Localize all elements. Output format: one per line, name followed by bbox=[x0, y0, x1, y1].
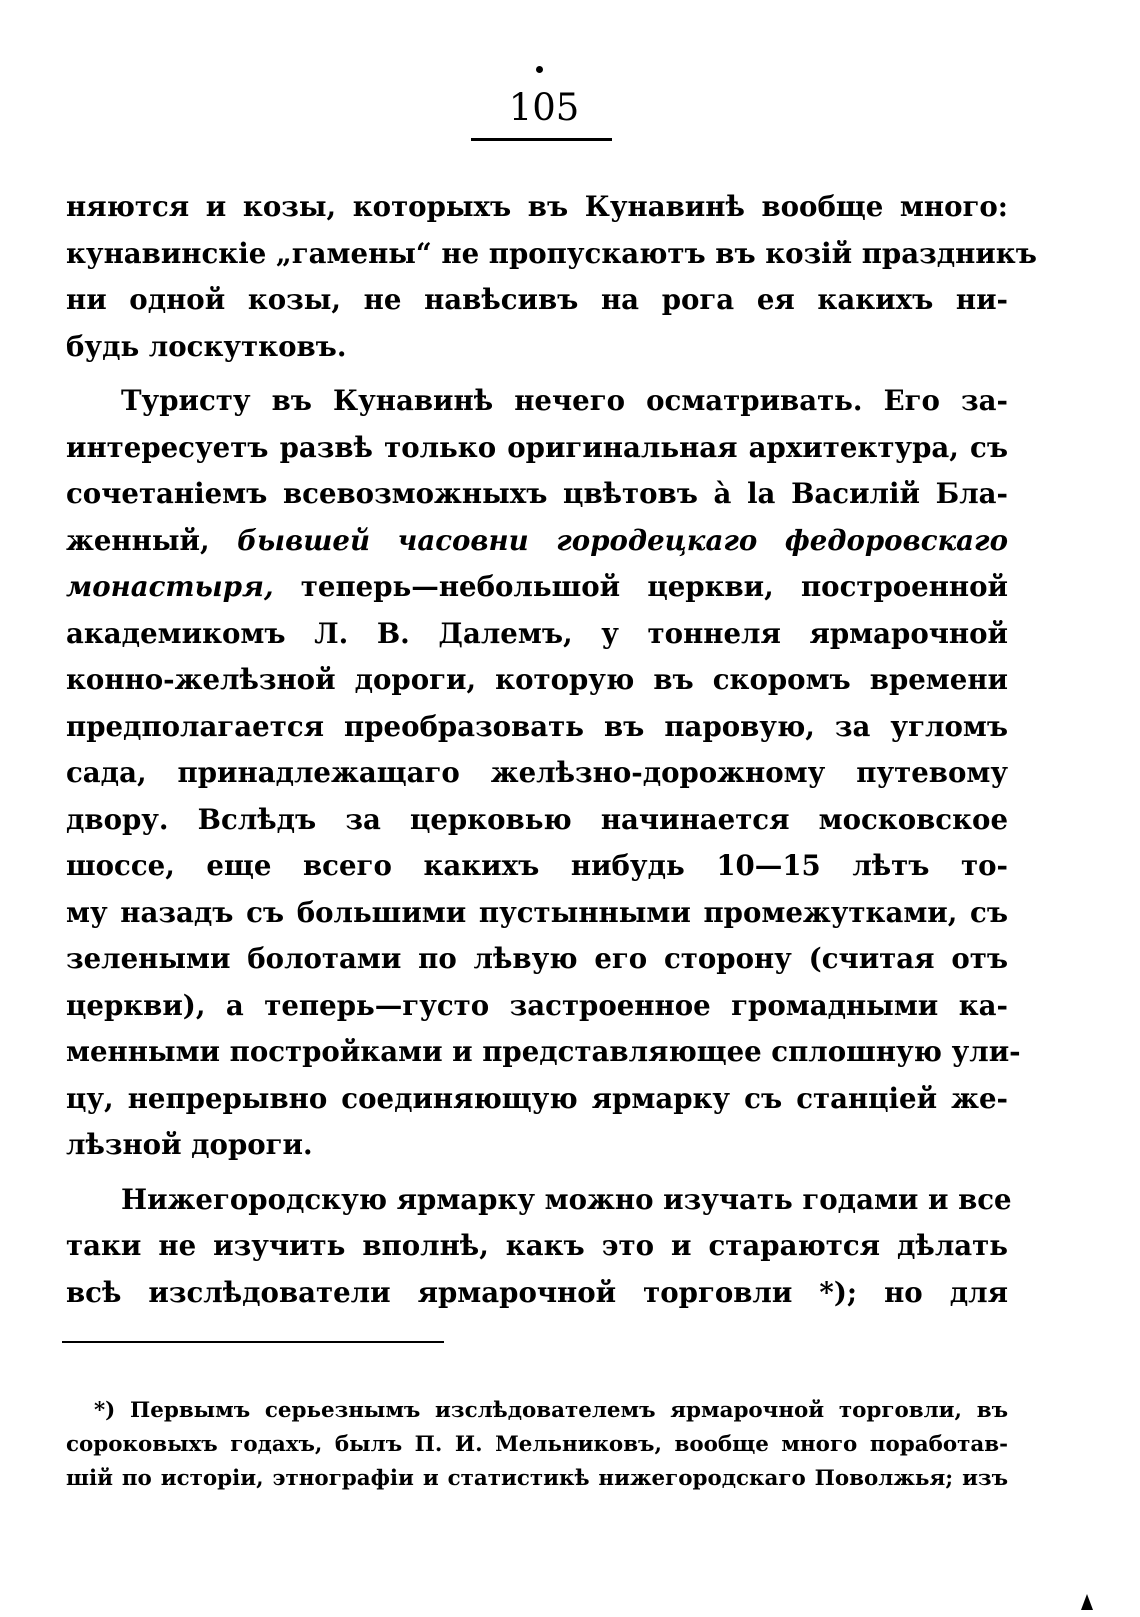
footnote-line: *) Первымъ серьезнымъ изслѣдователемъ ярмарочной торговли, въ bbox=[94, 1398, 1008, 1423]
text-line: церкви), а теперь—густо застроенное громадными ка- bbox=[66, 988, 1008, 1022]
ink-dot bbox=[536, 66, 543, 73]
text-line: конно-желѣзной дороги, которую въ скоромъ времени bbox=[66, 663, 1008, 696]
footnote-line: сороковыхъ годахъ, былъ П. И. Мельниковъ, вообще много поработав- bbox=[66, 1432, 1008, 1457]
footnote bbox=[66, 1394, 1008, 1496]
body-text bbox=[66, 184, 1037, 1316]
text-line: предполагается преобразовать въ паровую, за угломъ bbox=[66, 709, 1008, 743]
text-line: му назадъ съ большими пустынными промежутками, съ bbox=[66, 895, 1008, 929]
page-number: 105 bbox=[508, 86, 580, 129]
text-line: ни одной козы, не навѣсивъ на рога ея какихъ ни- bbox=[66, 283, 1008, 316]
text-line: цу, непрерывно соединяющую ярмарку съ станціей же- bbox=[66, 1081, 1008, 1115]
text-line: няются и козы, которыхъ въ Кунавинѣ вообще много: bbox=[66, 190, 1008, 223]
footnote-rule bbox=[62, 1341, 444, 1343]
italic-segment: монастыря, bbox=[66, 570, 274, 603]
text-line: двору. Вслѣдъ за церковью начинается московское bbox=[66, 802, 1008, 836]
text-line: кунавинскіе „гамены“ не пропускаютъ въ козій праздникъ bbox=[66, 236, 1037, 270]
text-line: всѣ изслѣдователи ярмарочной торговли *); но для bbox=[66, 1275, 1008, 1309]
italic-segment: бывшей часовни городецкаго федоровскаго bbox=[209, 523, 1008, 557]
text-segment: теперь—небольшой церкви, построенной bbox=[273, 570, 1008, 603]
text-line-mixed bbox=[66, 518, 1008, 565]
text-line: шоссе, еще всего какихъ нибудь 10—15 лѣтъ то- bbox=[66, 849, 1008, 882]
text-line: будь лоскутковъ. bbox=[66, 329, 347, 363]
text-line: Туристу въ Кунавинѣ нечего осматривать. Его за- bbox=[121, 384, 1008, 417]
scan-mark-icon bbox=[1081, 1594, 1093, 1610]
text-line: академикомъ Л. В. Далемъ, у тоннеля ярмарочной bbox=[66, 616, 1008, 650]
text-line: таки не изучить вполнѣ, какъ это и стараются дѣлать bbox=[66, 1229, 1008, 1262]
footnote-line: шій по исторіи, этнографіи и статистикѣ нижегородскаго Поволжья; изъ bbox=[66, 1466, 1008, 1491]
text-segment: женный, bbox=[66, 523, 210, 557]
text-line: сочетаніемъ всевозможныхъ цвѣтовъ à la Василій Бла- bbox=[66, 477, 1008, 510]
text-line: интересуетъ развѣ только оригинальная архитектура, съ bbox=[66, 430, 1008, 464]
text-line: сада, принадлежащаго желѣзно-дорожному путевому bbox=[66, 756, 1008, 789]
text-line: менными постройками и представляющее сплошную ули- bbox=[66, 1035, 1021, 1068]
page-number-rule bbox=[471, 138, 612, 141]
text-line: зелеными болотами по лѣвую его сторону (считая отъ bbox=[66, 942, 1008, 975]
text-line: лѣзной дороги. bbox=[66, 1128, 313, 1161]
text-line: Нижегородскую ярмарку можно изучать годами и все bbox=[121, 1182, 1012, 1216]
text-line-mixed bbox=[66, 564, 1008, 611]
